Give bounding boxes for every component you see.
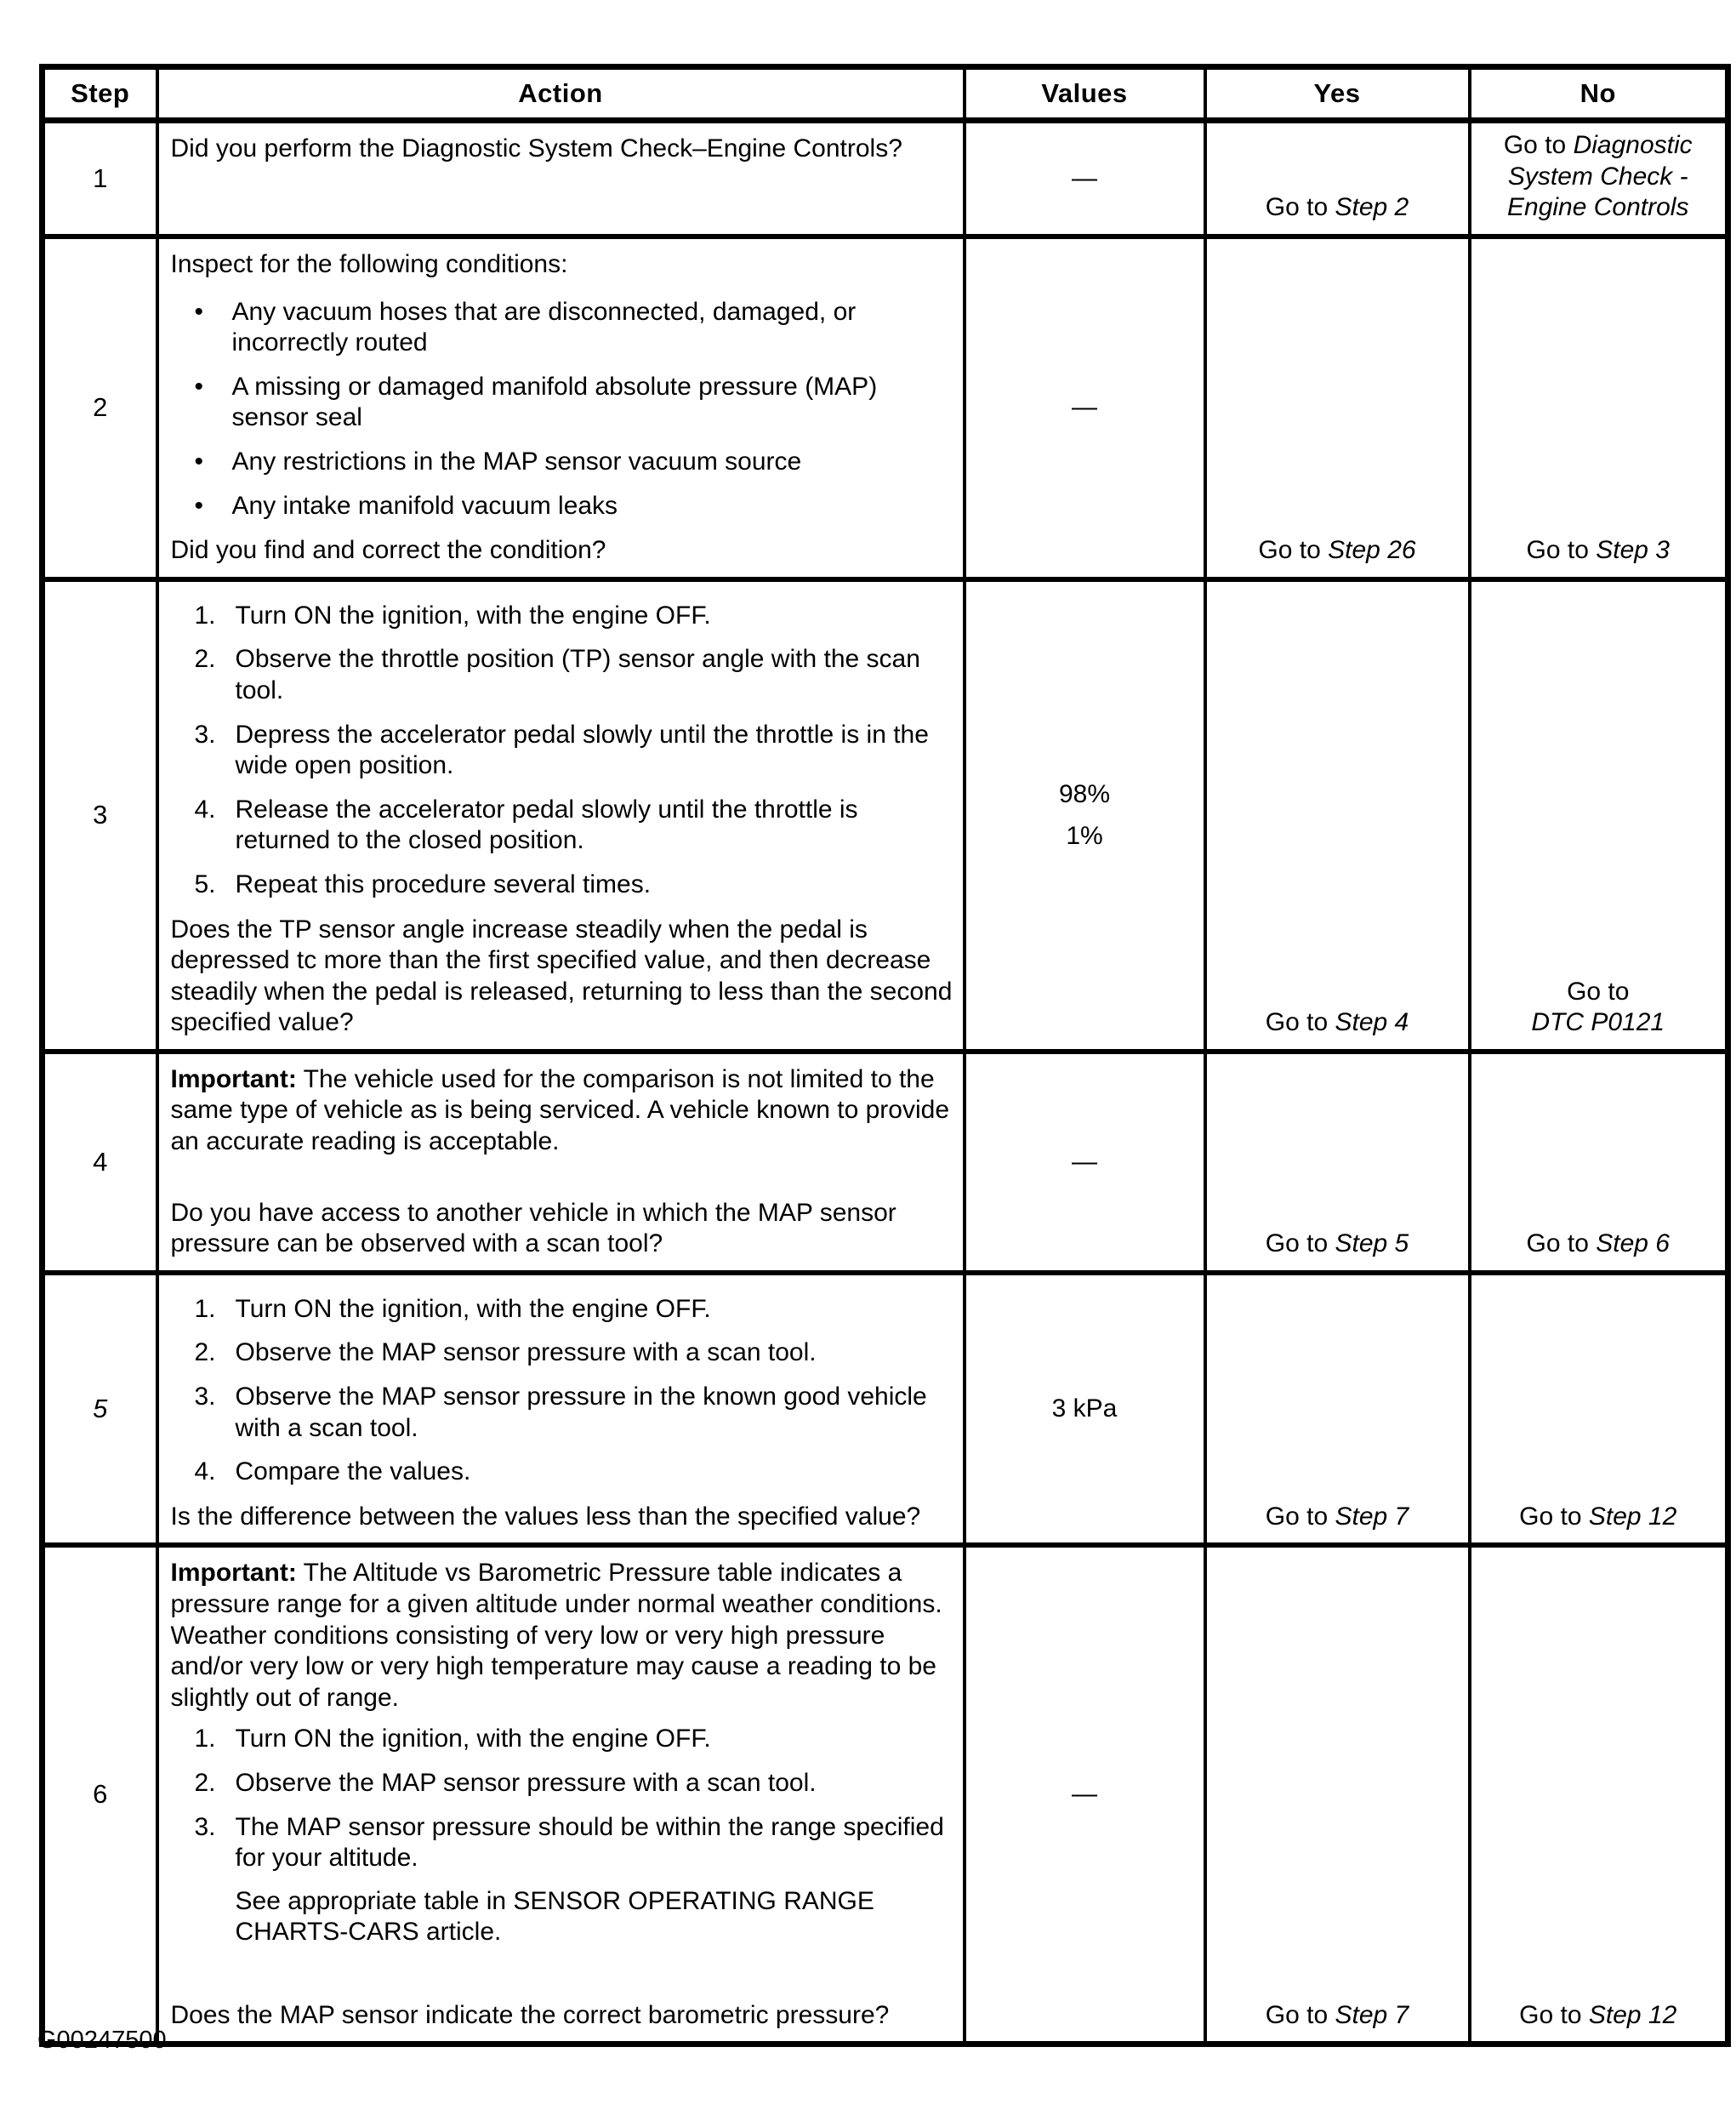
list-item-text: Any restrictions in the MAP sensor vacuum source xyxy=(231,447,802,476)
list-number: 4. xyxy=(194,1457,216,1486)
go-to-label: Go to xyxy=(1258,536,1321,565)
list-item-text: Observe the MAP sensor pressure with a scan tool. xyxy=(235,1769,817,1797)
list-number: 1. xyxy=(194,1294,216,1323)
yes-cell xyxy=(1205,1273,1470,1546)
numbered-list xyxy=(171,1287,953,1488)
list-item xyxy=(195,1382,953,1444)
value-line: 98% xyxy=(1058,779,1111,808)
list-number: 2. xyxy=(194,1338,216,1367)
column-header-step: Step xyxy=(43,67,157,121)
go-to-label: Go to xyxy=(1519,2000,1582,2029)
table-row xyxy=(43,1273,1728,1546)
list-item xyxy=(195,447,953,478)
no-cell xyxy=(1470,579,1728,1052)
go-to-label: Go to xyxy=(1526,536,1589,565)
list-item xyxy=(195,1724,953,1755)
list-item-text: Observe the throttle position (TP) sensor angle with the scan tool. xyxy=(235,645,920,704)
diagnostic-steps-table xyxy=(39,64,1731,2047)
important-text: The Altitude vs Barometric Pressure table indicates a pressure range for a given altitude under normal weather conditions. Weather conditions consisting of very low or very high pressure and/or very low or very high temperature may cause a reading to be slightly out of range. xyxy=(170,1559,942,1712)
go-to-label: Go to xyxy=(1503,131,1567,160)
table-row xyxy=(43,1545,1728,2044)
figure-id-label: G00247500 xyxy=(37,2027,167,2054)
important-label: Important: xyxy=(170,1064,297,1093)
go-to-target: Step 26 xyxy=(1328,536,1416,565)
action-question: Did you find and correct the condition? xyxy=(170,536,606,565)
action-cell xyxy=(157,237,965,579)
list-item-main-text: The MAP sensor pressure should be within the range specified for your altitude. xyxy=(235,1812,944,1873)
go-to-label: Go to xyxy=(1567,977,1630,1006)
go-to-target: Step 6 xyxy=(1596,1229,1670,1258)
list-item-text: Any vacuum hoses that are disconnected, damaged, or incorrectly routed xyxy=(231,297,857,357)
values-cell: — xyxy=(965,1052,1205,1273)
bullet-icon: • xyxy=(194,372,204,401)
list-item-text: Repeat this procedure several times. xyxy=(235,870,652,898)
action-important xyxy=(171,1064,953,1158)
list-item-text: Turn ON the ignition, with the engine OFF. xyxy=(235,1725,711,1753)
list-number: 3. xyxy=(194,720,216,749)
list-item xyxy=(195,1457,953,1488)
go-to-label: Go to xyxy=(1519,1502,1582,1531)
list-number: 2. xyxy=(194,1769,216,1797)
go-to-target: Step 5 xyxy=(1335,1229,1409,1258)
list-item-text: Observe the MAP sensor pressure with a scan tool. xyxy=(235,1338,817,1367)
column-header-action: Action xyxy=(157,67,965,121)
column-header-no: No xyxy=(1470,67,1728,121)
table-row xyxy=(43,579,1728,1052)
no-cell xyxy=(1470,121,1728,237)
action-cell xyxy=(157,579,965,1052)
list-item-text: A missing or damaged manifold absolute pressure (MAP) sensor seal xyxy=(231,372,878,432)
yes-cell xyxy=(1205,1052,1470,1273)
yes-cell xyxy=(1205,237,1470,579)
go-to-target: Diagnostic System Check - Engine Controls xyxy=(1507,131,1693,222)
list-item-text: Depress the accelerator pedal slowly until the throttle is in the wide open position. xyxy=(235,720,929,780)
no-cell xyxy=(1470,1052,1728,1273)
values-cell xyxy=(965,579,1205,1052)
go-to-target: Step 7 xyxy=(1335,1502,1409,1531)
go-to-target: Step 4 xyxy=(1335,1008,1409,1037)
list-number: 1. xyxy=(194,601,216,630)
list-number: 2. xyxy=(194,645,216,674)
no-cell xyxy=(1470,237,1728,579)
list-item xyxy=(195,372,953,434)
action-cell xyxy=(157,1545,965,2044)
list-number: 3. xyxy=(194,1383,216,1411)
action-question: Does the TP sensor angle increase steadily when the pedal is depressed tc more than the first specified value, and then decrease steadily when the pedal is released, returning to less than the second specified value? xyxy=(170,915,953,1037)
list-number: 3. xyxy=(194,1812,216,1841)
go-to-label: Go to xyxy=(1265,1229,1329,1258)
important-text: The vehicle used for the comparison is not limited to the same type of vehicle as is being serviced. A vehicle known to provide an accurate reading is acceptable. xyxy=(170,1064,949,1156)
list-item xyxy=(195,297,953,359)
list-number: 1. xyxy=(194,1725,216,1753)
step-number: 5 xyxy=(43,1273,157,1546)
values-cell: — xyxy=(965,1545,1205,2044)
action-question: Do you have access to another vehicle in which the MAP sensor pressure can be observed with a scan tool? xyxy=(170,1198,896,1258)
go-to-target: Step 2 xyxy=(1335,193,1409,222)
action-question: Is the difference between the values less than the specified value? xyxy=(170,1502,921,1531)
step-number: 3 xyxy=(43,579,157,1052)
list-number: 4. xyxy=(194,795,216,824)
list-item-text: Any intake manifold vacuum leaks xyxy=(231,491,618,520)
list-number: 5. xyxy=(194,870,216,898)
step-number: 1 xyxy=(43,121,157,237)
values-cell: — xyxy=(965,237,1205,579)
list-item-text: Release the accelerator pedal slowly until the throttle is returned to the closed position. xyxy=(235,795,858,855)
go-to-target: Step 12 xyxy=(1588,2000,1677,2029)
bullet-icon: • xyxy=(194,297,204,326)
list-item xyxy=(195,601,953,632)
list-item-note: See appropriate table in SENSOR OPERATING RANGE CHARTS-CARS article. xyxy=(235,1886,874,1947)
column-header-values: Values xyxy=(965,67,1205,121)
yes-cell xyxy=(1205,1545,1470,2044)
go-to-target: Step 3 xyxy=(1596,536,1670,565)
step-number: 6 xyxy=(43,1545,157,2044)
table-row xyxy=(43,237,1728,579)
list-item xyxy=(195,644,953,706)
step-number: 4 xyxy=(43,1052,157,1273)
yes-cell xyxy=(1205,579,1470,1052)
go-to-target: Step 12 xyxy=(1588,1502,1677,1531)
list-item-text: Compare the values. xyxy=(235,1457,471,1486)
table-row xyxy=(43,121,1728,237)
list-item xyxy=(195,720,953,782)
table-header-row xyxy=(43,67,1728,121)
bullet-icon: • xyxy=(194,447,204,476)
go-to-label: Go to xyxy=(1265,1008,1329,1037)
numbered-list xyxy=(171,594,953,901)
action-text: Did you perform the Diagnostic System Check–Engine Controls? xyxy=(170,134,902,163)
list-item xyxy=(195,1294,953,1326)
bullet-list xyxy=(171,284,953,522)
list-item-text: Turn ON the ignition, with the engine OFF. xyxy=(235,1294,711,1323)
action-cell xyxy=(157,121,965,237)
table-row xyxy=(43,1052,1728,1273)
go-to-label: Go to xyxy=(1265,193,1329,222)
go-to-target: DTC P0121 xyxy=(1531,1008,1665,1037)
numbered-list xyxy=(171,1717,953,1948)
list-item-text xyxy=(236,1812,953,1948)
action-cell xyxy=(157,1273,965,1546)
action-question: Does the MAP sensor indicate the correct barometric pressure? xyxy=(170,2000,890,2029)
list-item xyxy=(195,870,953,901)
list-item-text: Observe the MAP sensor pressure in the known good vehicle with a scan tool. xyxy=(235,1383,927,1442)
go-to-label: Go to xyxy=(1265,2000,1329,2029)
list-item xyxy=(195,491,953,522)
list-item xyxy=(195,1337,953,1369)
list-item-text: Turn ON the ignition, with the engine OFF. xyxy=(235,601,711,630)
action-important xyxy=(171,1558,953,1713)
list-item xyxy=(195,1812,953,1948)
no-cell xyxy=(1470,1273,1728,1546)
action-intro: Inspect for the following conditions: xyxy=(170,250,568,278)
values-cell: — xyxy=(965,121,1205,237)
action-cell xyxy=(157,1052,965,1273)
go-to-label: Go to xyxy=(1265,1502,1329,1531)
step-number: 2 xyxy=(43,237,157,579)
values-cell: 3 kPa xyxy=(965,1273,1205,1546)
go-to-label: Go to xyxy=(1526,1229,1589,1258)
no-cell xyxy=(1470,1545,1728,2044)
important-label: Important: xyxy=(170,1559,297,1588)
list-item xyxy=(195,1768,953,1799)
column-header-yes: Yes xyxy=(1205,67,1470,121)
list-item xyxy=(195,795,953,857)
yes-cell xyxy=(1205,121,1470,237)
go-to-target: Step 7 xyxy=(1335,2000,1409,2029)
bullet-icon: • xyxy=(194,491,204,520)
value-line: 1% xyxy=(1066,821,1103,850)
